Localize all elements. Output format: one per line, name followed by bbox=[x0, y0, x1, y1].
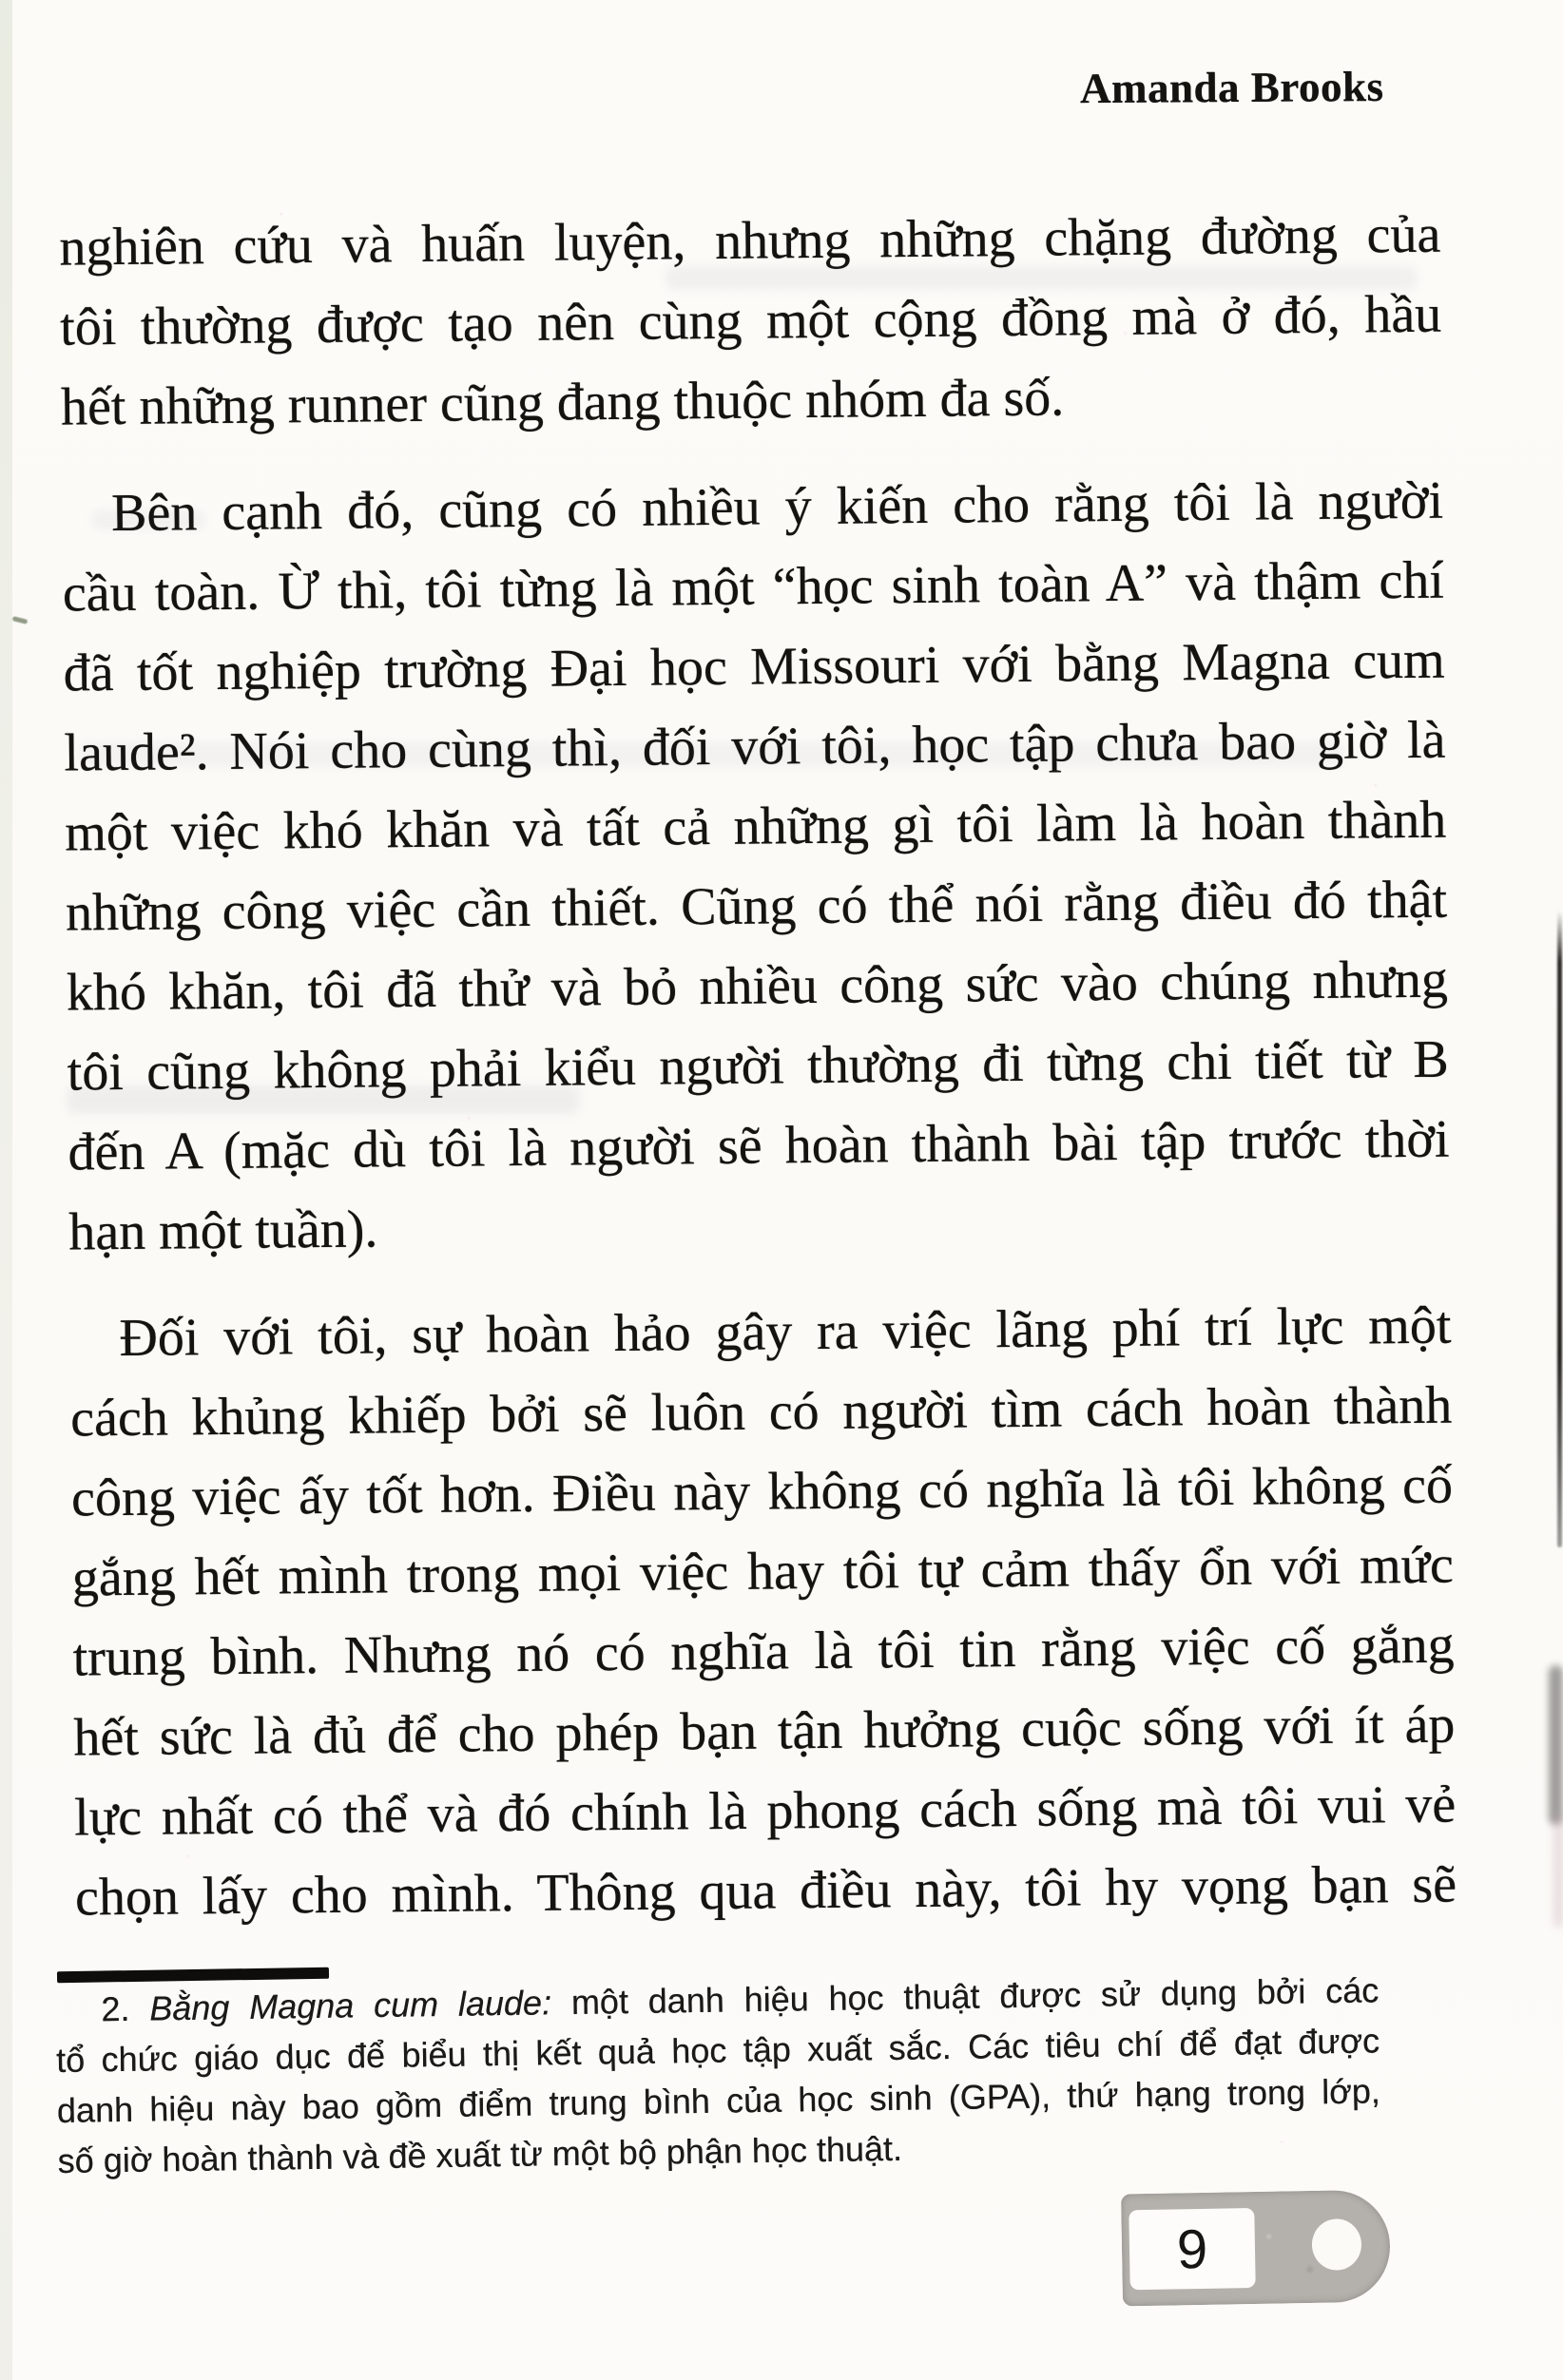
text-line: Đối với tôi, sự hoàn hảo gây ra việc lãng phí trí lực một bbox=[119, 1296, 1452, 1369]
text-line: khó khăn, tôi đã thử và bỏ nhiều công sức vào chúng nhưng bbox=[66, 950, 1449, 1023]
page-edge-left-shadow bbox=[0, 0, 12, 2380]
text-line: Bên cạnh đó, cũng có nhiều ý kiến cho rằng tôi là người bbox=[110, 470, 1444, 544]
footnote-lines bbox=[56, 2015, 1381, 2186]
text-line: tôi thường được tạo nên cùng một cộng đồng mà ở đó, hầu bbox=[59, 284, 1442, 357]
text-line: đã tốt nghiệp trường Đại học Missouri với bằng Magna cum bbox=[63, 630, 1445, 703]
text-line: chọn lấy cho mình. Thông qua điều này, tôi hy vọng bạn sẽ bbox=[74, 1854, 1457, 1928]
text-line: tôi cũng không phải kiểu người thường đi từng chi tiết từ B bbox=[67, 1029, 1449, 1103]
text-line: tổ chức giáo dục để biểu thị kết quả học tập xuất sắc. Các tiêu chí để đạt được bbox=[55, 2021, 1380, 2080]
page-number: 9 bbox=[1176, 2217, 1208, 2280]
text-line: những công việc cần thiết. Cũng có thể nói rằng điều đó thật bbox=[65, 870, 1448, 943]
text-line: cầu toàn. Ừ thì, tôi từng là một “học sinh toàn A” và thậm chí bbox=[62, 550, 1445, 624]
stray-mark-artifact bbox=[12, 616, 29, 624]
text-line: số giờ hoàn thành và đề xuất từ một bộ phận học thuật. bbox=[57, 2128, 903, 2180]
text-line: hết sức là đủ để cho phép bạn tận hưởng cuộc sống với ít áp bbox=[73, 1695, 1456, 1768]
tag-hole bbox=[1311, 2218, 1361, 2271]
page-edge-right-shadow bbox=[1557, 911, 1562, 1547]
running-header-author: Amanda Brooks bbox=[1080, 62, 1385, 113]
scan-artifact-blob bbox=[1554, 1814, 1563, 1928]
text-line: hạn một tuần). bbox=[68, 1200, 378, 1262]
text-line: trung bình. Nhưng nó có nghĩa là tôi tin rằng việc cố gắng bbox=[72, 1615, 1455, 1688]
text-line: lực nhất có thể và đó chính là phong cách sống mà tôi vui vẻ bbox=[73, 1775, 1457, 1848]
text-line: hết những runner cũng đang thuộc nhóm đa số. bbox=[60, 368, 1065, 437]
text-line: một việc khó khăn và tất cả những gì tôi làm là hoàn thành bbox=[65, 790, 1447, 863]
paragraph bbox=[69, 1286, 1457, 1938]
text-line: danh hiệu này bao gồm điểm trung bình của học sinh (GPA), thứ hạng trong lớp, bbox=[56, 2071, 1381, 2130]
footnote-text: một danh hiệu học thuật được sử dụng bởi các bbox=[570, 1970, 1380, 2022]
footnote bbox=[55, 1965, 1381, 2186]
footnote-term: Bằng Magna cum laude: bbox=[148, 1983, 552, 2028]
text-line: nghiên cứu và huấn luyện, nhưng những chặng đường của bbox=[59, 204, 1441, 278]
scan-artifact-blob bbox=[1549, 1665, 1563, 1825]
body-text bbox=[59, 195, 1457, 1938]
page-number-box bbox=[1129, 2208, 1255, 2290]
footnote-marker: 2. bbox=[101, 1988, 130, 2029]
text-line: laude². Nói cho cùng thì, đối với tôi, học tập chưa bao giờ là bbox=[64, 710, 1446, 783]
paragraph bbox=[62, 461, 1451, 1273]
text-line: cách khủng khiếp bởi sẽ luôn có người tìm cách hoàn thành bbox=[69, 1375, 1453, 1449]
text-line: gắng hết mình trong mọi việc hay tôi tự cảm thấy ổn với mức bbox=[71, 1535, 1455, 1608]
paragraph bbox=[59, 195, 1442, 448]
text-line: đến A (mặc dù tôi là người sẽ hoàn thành bài tập trước thời bbox=[68, 1109, 1450, 1182]
page-number-tag bbox=[1121, 2190, 1391, 2307]
text-line: công việc ấy tốt hơn. Điều này không có nghĩa là tôi không cố bbox=[70, 1455, 1454, 1528]
